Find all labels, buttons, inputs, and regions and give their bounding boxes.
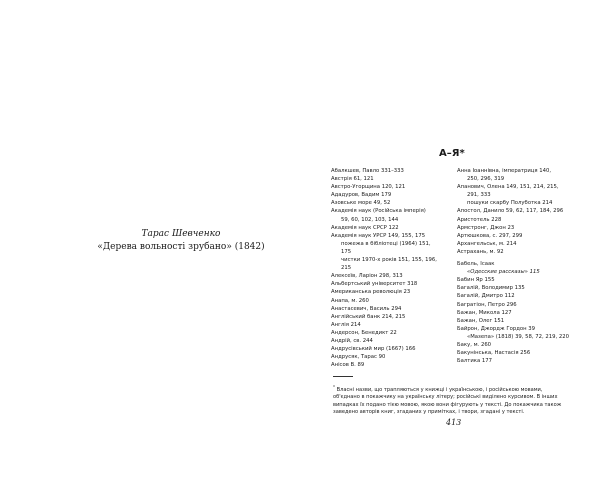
index-subentry: пошуки скарбу Полуботка 214 (467, 200, 553, 207)
index-entry: Анапа, м. 260 (331, 297, 369, 304)
index-heading: А–Я* (439, 148, 465, 159)
index-column-left (331, 167, 453, 369)
index-entry: Апанович, Олена 149, 151, 214, 215, (457, 184, 559, 191)
index-entry: Бажан, Олег 151 (457, 317, 505, 324)
index-entry: Англійський банк 214, 215 (331, 313, 406, 320)
index-entry: Академія наук СРСР 122 (331, 224, 399, 231)
epigraph-author: Тарас Шевченко (141, 229, 221, 239)
index-entry: Армстронг, Джон 23 (457, 224, 515, 231)
epigraph-work: «Дерева вольності зрубано» (1842) (97, 242, 265, 252)
index-entry: Анастасевич, Василь 294 (331, 305, 402, 312)
footnote-line: об'єднано в покажчику на українську літеру; російські виділено курсивом. В інших (333, 394, 558, 401)
index-entry: Бакунінська, Настасія 256 (457, 350, 531, 357)
index-entry: Андерсон, Бенедикт 22 (331, 329, 397, 336)
page-number: 413 (446, 418, 462, 427)
index-subentry: чистки 1970-х років 151, 155, 196, (341, 257, 437, 264)
index-entry: Американська революція 23 (331, 289, 411, 296)
index-entry: Азовське море 49, 52 (331, 200, 391, 207)
index-entry: Альбертський університет 318 (331, 281, 418, 288)
index-column-right (457, 167, 579, 365)
index-entry: Артюшкова, с. 297, 299 (457, 232, 523, 239)
index-entry: Анна Іоаннівна, імператриця 140, (457, 168, 552, 174)
index-entry: Анісов В. 89 (331, 362, 365, 369)
index-entry: Астрахань, м. 92 (457, 248, 504, 255)
index-entry: Архангельськ, м. 214 (457, 240, 517, 247)
footnote-line: випадках їх подано тією мовою, якою вони фігурують у тексті. До покажчика також (333, 401, 562, 408)
index-entry: 175 (341, 248, 352, 255)
index-entry: 250, 296, 319 (467, 176, 505, 183)
index-entry: Байрон, Джордж Гордон 39 (457, 325, 536, 332)
index-entry: Багалій, Володимир 135 (457, 285, 525, 292)
index-entry: Абалкшев, Павло 331–333 (331, 168, 404, 174)
index-entry: Академія наук (Російська імперія) (331, 208, 426, 215)
index-entry: Андрусівський мир (1667) 166 (331, 346, 416, 353)
index-entry: Бабель, Ісаак (457, 261, 495, 268)
epigraph (76, 228, 286, 254)
index-entry: Баку, м. 260 (457, 341, 492, 348)
index-entry: Австрія 61, 121 (331, 176, 374, 183)
index-entry: Бабин Яр 155 (457, 277, 495, 284)
index-entry: 59, 60, 102, 103, 144 (341, 216, 399, 223)
index-entry: Бажан, Микола 127 (457, 309, 512, 316)
index-entry: Багалій, Дмитро 112 (457, 293, 515, 300)
index-entry: Апостол, Данило 59, 62, 117, 184, 296 (457, 208, 564, 215)
index-entry: Академія наук УРСР 149, 155, 175 (331, 232, 426, 239)
index-entry: Ададуров, Вадим 179 (331, 192, 392, 199)
index-entry: Австро-Угорщина 120, 121 (331, 184, 406, 191)
index-entry: Англія 214 (331, 321, 361, 328)
index-subentry: «Мазепа» (1818) 39, 58, 72, 219, 220 (467, 333, 569, 340)
footnote-line-text: Власні назви, що трапляються у книжці і українською, і російською мовами, (336, 386, 543, 393)
index-entry: Андрусяк, Тарас 90 (331, 354, 386, 361)
index-subentry: «Одесские рассказы» 115 (467, 269, 540, 276)
footnote (333, 383, 583, 416)
index-entry: Аристотель 228 (457, 216, 502, 223)
footnote-line (333, 384, 543, 393)
index-subentry: пожежа в бібліотеці (1964) 151, (341, 240, 431, 247)
index-entry: Андрій, св. 244 (331, 337, 373, 344)
index-entry: 291, 333 (467, 192, 491, 199)
index-entry: 215 (341, 265, 352, 272)
index-entry: Балтика 177 (457, 358, 493, 365)
footnote-marker: * (333, 384, 335, 389)
index-entry: Багратіон, Петро 296 (457, 301, 517, 308)
footnote-rule (333, 376, 353, 377)
footnote-line: заведено авторів книг, згаданих у примітках, і твори, згадані у тексті. (333, 408, 525, 415)
index-entry: Алексеїв, Ларіон 298, 313 (331, 273, 403, 280)
